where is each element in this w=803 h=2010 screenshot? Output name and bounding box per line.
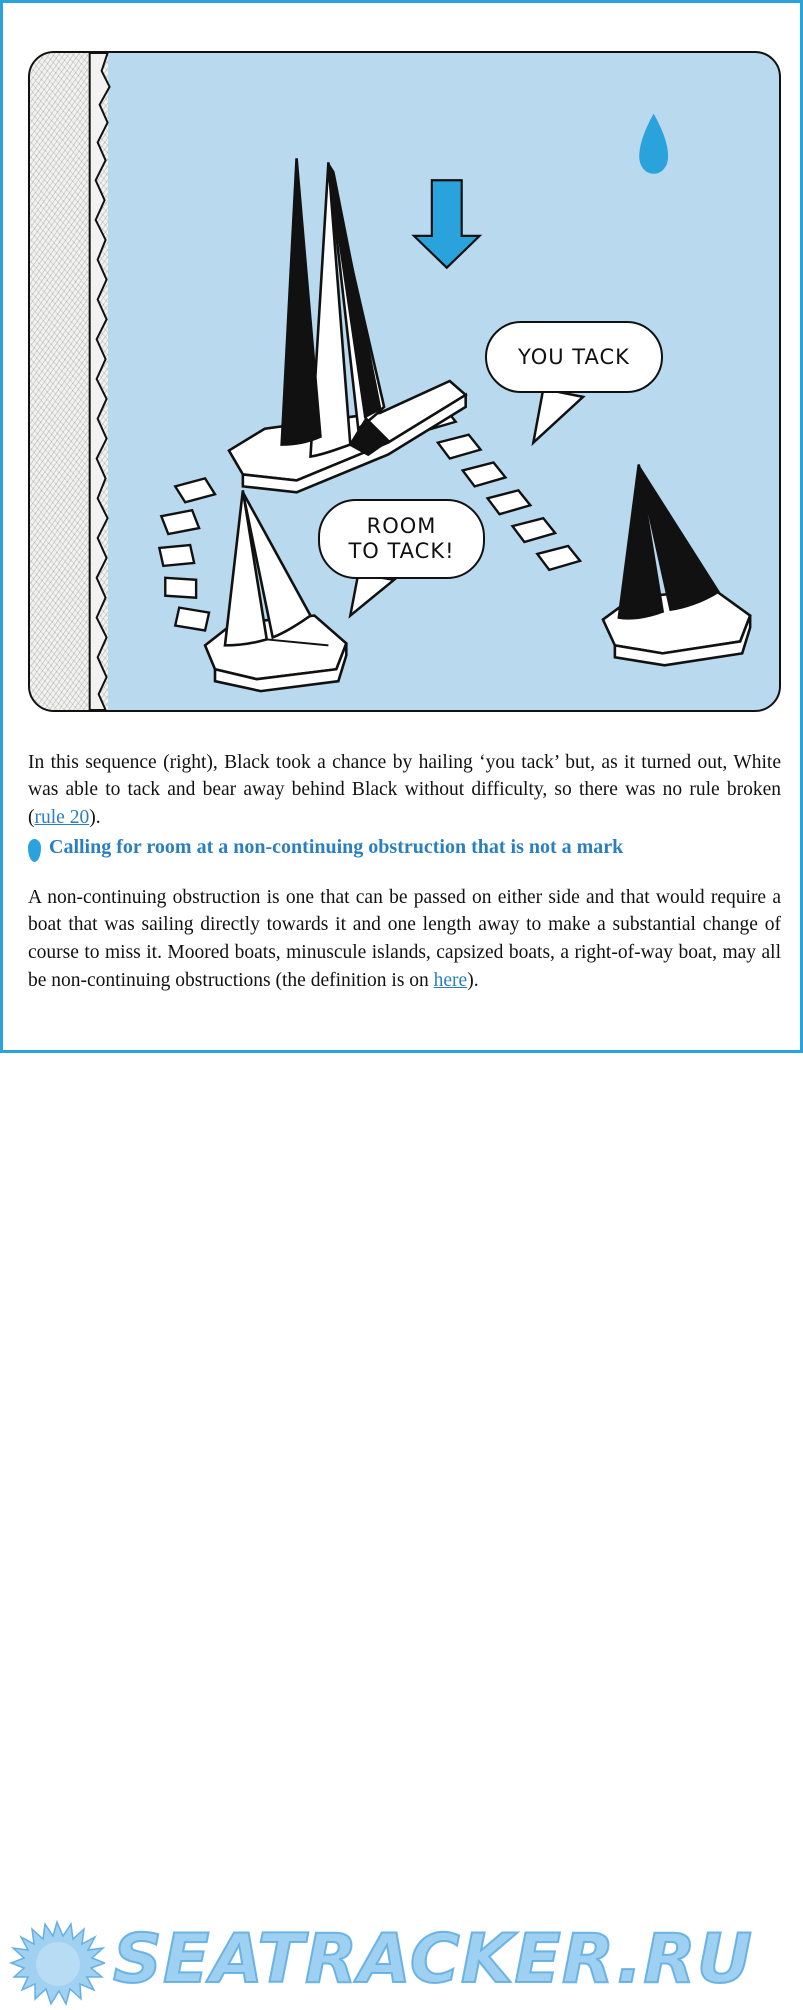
paragraph-1-text-before-link: In this sequence (right), Black took a chance by hailing ‘you tack’ but, as it turned out, White was able to tack and bear away behind Black without difficulty, so there was no rule broken ( [28,751,781,828]
paragraph-2-text-before-link: A non-continuing obstruction is one that can be passed on either side and that would require a boat that was sailing directly towards it and one length away to make a substantial change of course to miss it. Moored boats, minuscule islands, capsized boats, a right-of-way boat, may all be non-continuing obstructions (the definition is on [28,886,781,991]
drop-bullet-icon [28,839,41,862]
obstruction-arc-markers [159,478,215,630]
white-boat-upper [229,162,466,492]
diagram-vector-layer [30,53,779,710]
black-boat-right [603,464,750,665]
watermark-text: SEATRACKER.RU [113,1920,753,1999]
paragraph-non-continuing-obstruction [28,884,781,995]
wind-arrow-icon [414,180,480,267]
sailing-diagram-panel [28,51,781,712]
paragraph-sequence-description [28,749,781,832]
speech-bubble-you-tack-text: YOU TACK [518,344,630,369]
watermark-star-icon [9,1920,105,2010]
section-heading-row [28,836,781,862]
speech-bubble-room-to-tack-text: ROOM TO TACK! [348,514,455,563]
wind-indicator-icon [640,115,668,174]
rule-20-link[interactable]: rule 20 [34,806,90,828]
speech-bubble-room-to-tack [318,499,485,579]
here-link[interactable]: here [433,969,468,991]
speech-bubble-you-tack [485,321,663,393]
paragraph-2-text-after-link: ). [467,969,479,991]
section-heading-text: Calling for room at a non-continuing obstruction that is not a mark [49,836,624,858]
shoreline-edge [90,53,110,710]
paragraph-1-text-after-link: ). [89,806,101,828]
